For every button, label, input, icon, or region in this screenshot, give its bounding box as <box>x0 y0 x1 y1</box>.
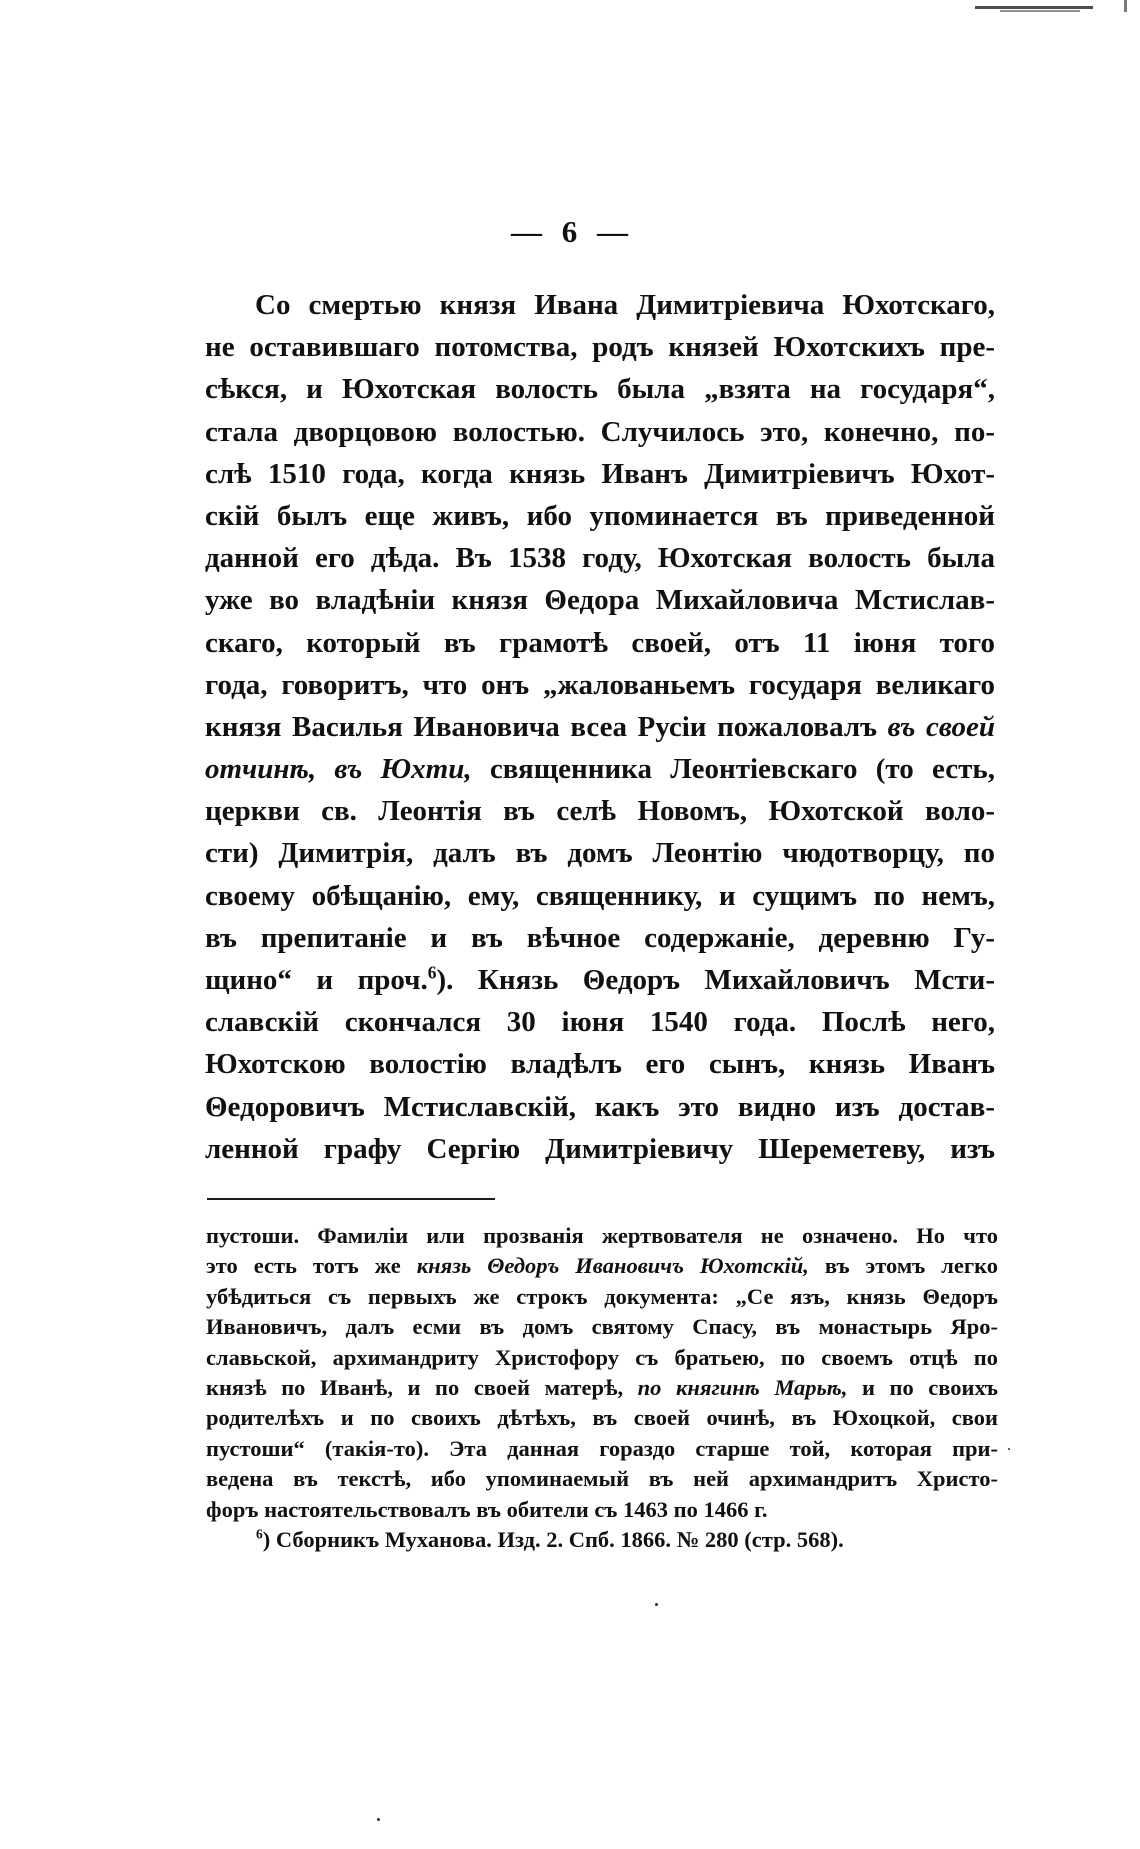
text-line <box>205 706 995 748</box>
footnote-line: Ивановичъ, далъ есми въ домъ святому Спасу, въ монастырь Яро- <box>206 1314 998 1340</box>
text-segment: князѣ по Иванѣ, и по своей матерѣ, <box>206 1374 638 1400</box>
text-line: въ препитаніе и въ вѣчное содержаніе, деревню Гу- <box>205 921 995 954</box>
italic-segment: въ своей <box>887 710 995 743</box>
text-line: данной его дѣда. Въ 1538 году, Юхотская волость была <box>205 542 995 575</box>
text-line: скаго, который въ грамотѣ своей, отъ 11 іюня того <box>205 626 995 659</box>
scan-edge-mark <box>1000 10 1080 12</box>
footnote-line: родителѣхъ и по своихъ дѣтѣхъ, въ своей очинѣ, въ Юхоцкой, свои <box>206 1405 998 1431</box>
footnote-line: форъ настоятельствовалъ въ обители съ 1463 по 1466 г. <box>206 1496 768 1522</box>
page-number: — 6 — <box>511 214 629 249</box>
text-segment: щино“ и проч. <box>205 964 428 996</box>
scan-speck <box>655 1603 658 1606</box>
footnote-line <box>206 1251 998 1281</box>
footnote-marker: 6 <box>427 962 437 983</box>
text-line <box>205 748 995 790</box>
footnote-line: ведена въ текстѣ, ибо упоминаемый въ ней архимандритъ Христо- <box>206 1466 998 1492</box>
footnote-divider <box>207 1198 495 1200</box>
text-line: Θедоровичъ Мстиславскій, какъ это видно изъ достав- <box>205 1090 995 1123</box>
text-segment: ). Князь Θедоръ Михайловичъ Мсти- <box>436 964 995 996</box>
text-segment: это есть тотъ же <box>206 1253 417 1279</box>
scan-edge-mark <box>975 6 1093 9</box>
text-line: стала дворцовою волостью. Случилось это, конечно, по- <box>205 415 995 448</box>
footnote-text: ) Сборникъ Муханова. Изд. 2. Спб. 1866. № 280 (стр. 568). <box>262 1526 844 1552</box>
text-segment: въ этомъ легко <box>808 1253 998 1279</box>
text-line: не оставившаго потомства, родъ князей Юхотскихъ пре- <box>205 331 995 364</box>
text-line: скій былъ еще живъ, ибо упоминается въ приведенной <box>205 499 995 532</box>
text-line: церкви св. Леонтія въ селѣ Новомъ, Юхотской воло- <box>205 795 995 828</box>
footnote-marker: 6 <box>256 1526 263 1542</box>
footnote-line: пустоши. Фамиліи или прозванія жертвователя не означено. Но что <box>206 1223 998 1248</box>
footnotes <box>206 1221 998 1555</box>
italic-segment: по княгинѣ Марьѣ, <box>637 1374 848 1400</box>
footnote-line <box>206 1373 998 1403</box>
text-segment: князя Василья Ивановича всеа Русіи пожаловалъ <box>205 710 888 743</box>
text-line: слѣ 1510 года, когда князь Иванъ Димитріевичъ Юхот- <box>205 457 995 490</box>
text-segment: и по своихъ <box>847 1374 999 1400</box>
text-line <box>205 959 995 1001</box>
scan-speck <box>377 1818 380 1821</box>
footnote-line: славьской, архимандриту Христофору съ братьею, по своемъ отцѣ по <box>206 1344 998 1370</box>
footnote-6 <box>206 1525 998 1555</box>
text-line: уже во владѣніи князя Θедора Михайловича Мстислав- <box>205 584 995 617</box>
text-line: Юхотскою волостію владѣлъ его сынъ, князь Иванъ <box>205 1048 995 1081</box>
text-line: Со смертью князя Ивана Димитріевича Юхотскаго, <box>255 289 995 321</box>
text-line: года, говоритъ, что онъ „жалованьемъ государя великаго <box>205 668 995 701</box>
italic-segment: отчинѣ, въ Юхти, <box>205 753 472 786</box>
scan-edge-mark <box>1124 0 1127 12</box>
scan-speck <box>1008 1448 1010 1450</box>
text-segment: священника Леонтіевскаго (то есть, <box>471 753 995 786</box>
text-line: сѣкся, и Юхотская волость была „взята на государя“, <box>205 373 995 406</box>
text-line: сти) Димитрія, далъ въ домъ Леонтію чюдотворцу, по <box>205 837 995 870</box>
footnote-line: убѣдиться съ первыхъ же строкъ документа: „Се язъ, князь Θедоръ <box>206 1283 998 1309</box>
footnote-line: пустоши“ (такія-то). Эта данная гораздо старше той, которая при- <box>206 1435 998 1461</box>
main-text <box>205 284 995 1170</box>
italic-segment: князь Θедоръ Ивановичъ Юхотскій, <box>416 1253 809 1279</box>
text-line: своему обѣщанію, ему, священнику, и сущимъ по немъ, <box>205 879 995 912</box>
text-line: славскій скончался 30 іюня 1540 года. Послѣ него, <box>205 1006 995 1039</box>
text-line: ленной графу Сергію Димитріевичу Шереметеву, изъ <box>205 1132 995 1165</box>
